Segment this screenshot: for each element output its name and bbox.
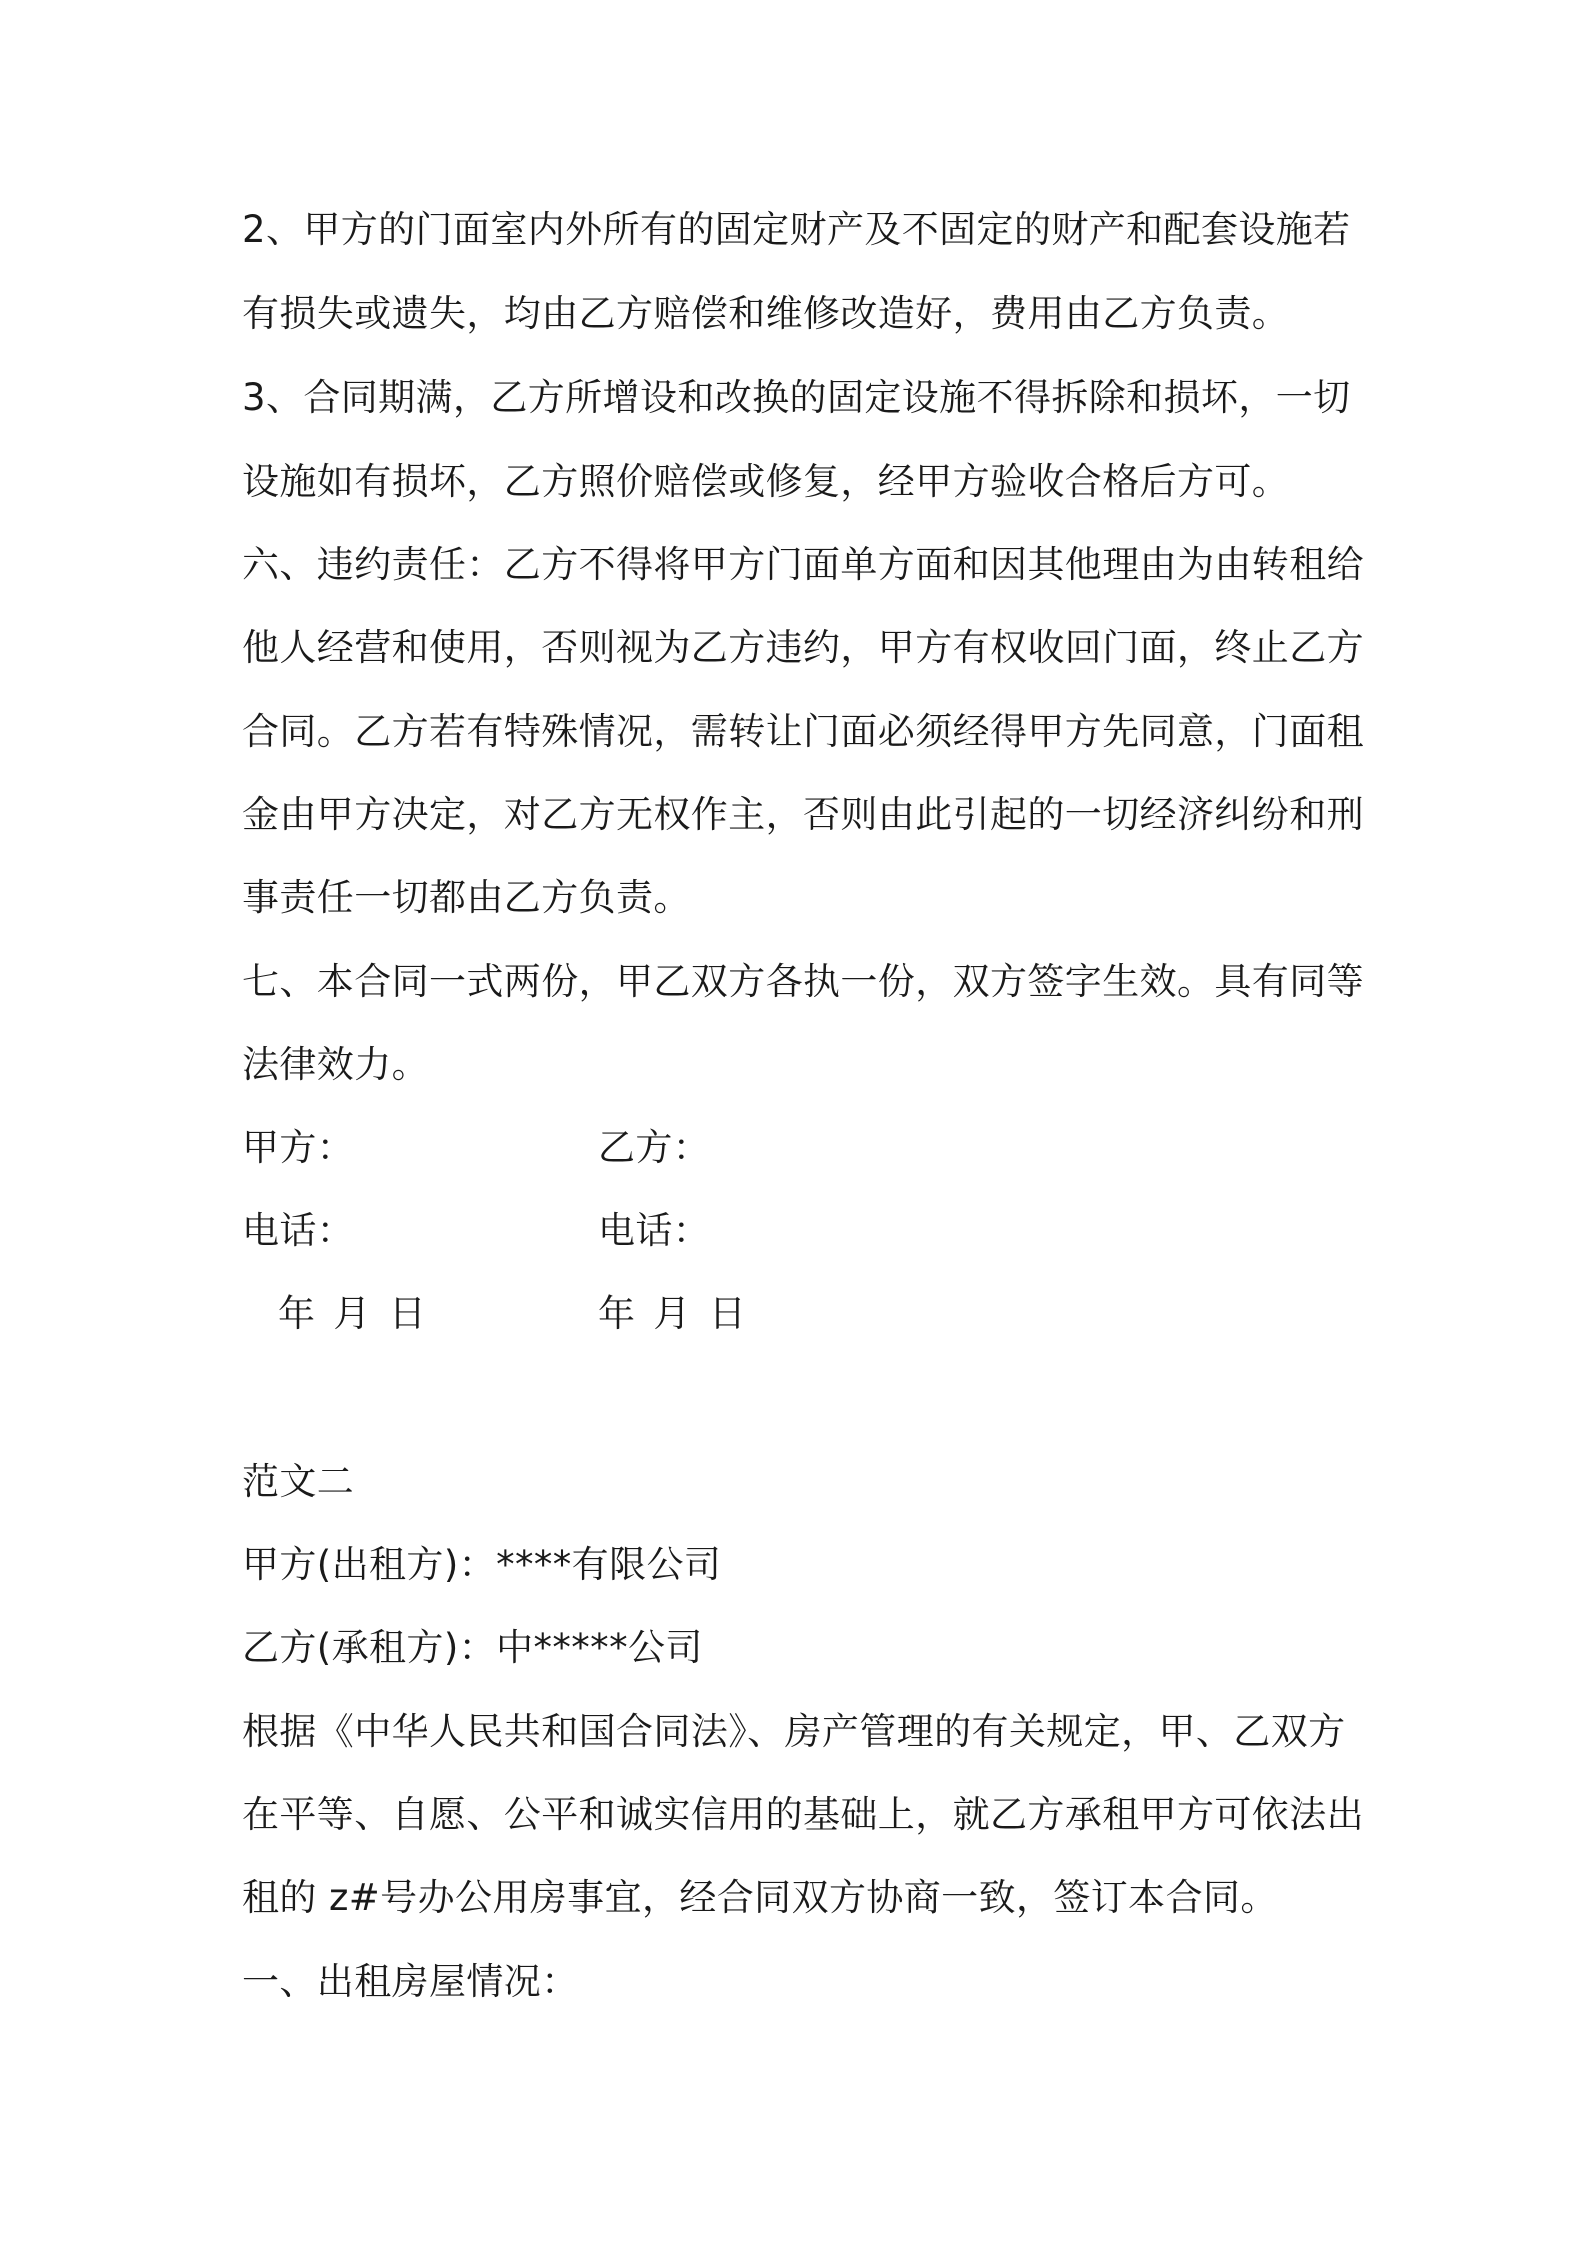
paragraph-line: 3、合同期满，乙方所增设和改换的固定设施不得拆除和损坏，一切 [242,376,1351,419]
party-a-phone-label: 电话： [242,1209,355,1252]
paragraph-line: 事责任一切都由乙方负责。 [242,876,691,919]
party-b-signature-label: 乙方： [598,1126,711,1169]
preamble-line: 在平等、自愿、公平和诚实信用的基础上，就乙方承租甲方可依法出 [242,1793,1364,1836]
paragraph-line: 有损失或遗失，均由乙方赔偿和维修改造好，费用由乙方负责。 [242,292,1290,335]
date-year-label: 年 [598,1292,636,1335]
paragraph-line: 2、甲方的门面室内外所有的固定财产及不固定的财产和配套设施若 [242,208,1351,251]
date-month-label: 月 [653,1292,691,1335]
date-month-label: 月 [333,1292,371,1335]
paragraph-line: 七、本合同一式两份，甲乙双方各执一份，双方签字生效。具有同等 [242,960,1364,1003]
preamble-line: 根据《中华人民共和国合同法》、房产管理的有关规定，甲、乙双方 [242,1710,1346,1753]
section-heading: 一、出租房屋情况： [242,1960,579,2003]
lessee-line: 乙方(承租方)：中*****公司 [242,1626,703,1669]
paragraph-line: 六、违约责任：乙方不得将甲方门面单方面和因其他理由为由转租给 [242,543,1364,586]
date-day-label: 日 [708,1292,747,1335]
paragraph-line: 法律效力。 [242,1043,429,1086]
preamble-line: 租的 z#号办公用房事宜，经合同双方协商一致，签订本合同。 [242,1876,1278,1919]
paragraph-line: 金由甲方决定，对乙方无权作主，否则由此引起的一切经济纠纷和刑 [242,793,1364,836]
paragraph-line: 合同。乙方若有特殊情况，需转让门面必须经得甲方先同意，门面租 [242,710,1364,753]
date-year-label: 年 [278,1292,316,1335]
party-a-signature-label: 甲方： [242,1126,355,1169]
paragraph-line: 他人经营和使用，否则视为乙方违约，甲方有权收回门面，终止乙方 [242,626,1364,669]
paragraph-line: 设施如有损坏，乙方照价赔偿或修复，经甲方验收合格后方可。 [242,460,1290,503]
sample-two-title: 范文二 [242,1460,355,1503]
date-day-label: 日 [388,1292,427,1335]
party-b-phone-label: 电话： [598,1209,711,1252]
lessor-line: 甲方(出租方)：****有限公司 [242,1543,722,1586]
party-b-date [598,1292,1098,1336]
